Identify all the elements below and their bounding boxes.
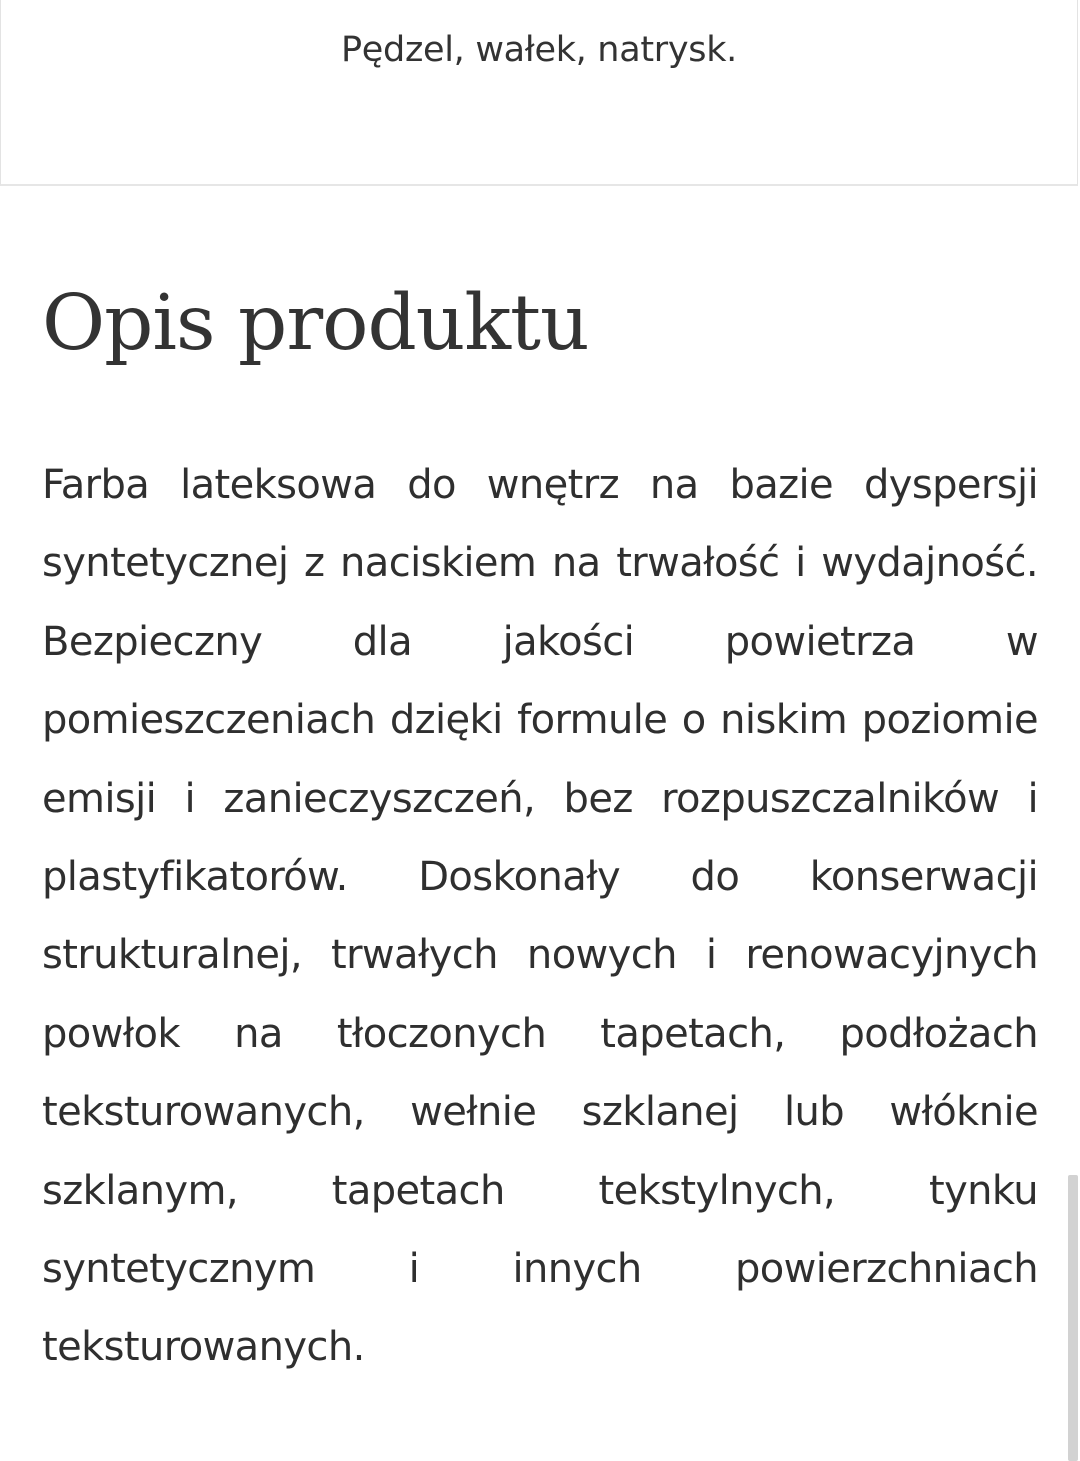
page-scrollbar[interactable]: [1068, 1175, 1078, 1461]
product-description-text: Farba lateksowa do wnętrz na bazie dyspersji syntetycznej z naciskiem na trwałość i wydajność. Bezpieczny dla jakości powietrza w pomieszczeniach dzięki formule o niskim poziomie emisji i zanieczyszczeń, bez rozpuszczalników i plastyfikatorów. Doskonały do konserwacji strukturalnej, trwałych nowych i renowacyjnych powłok na tłoczonych tapetach, podłożach teksturowanych, wełnie szklanej lub włóknie szklanym, tapetach tekstylnych, tynku syntetycznym i innych powierzchniach teksturowanych.: [42, 462, 1038, 1371]
application-methods-card: [0, 0, 1078, 186]
product-description-title: Opis produktu: [42, 279, 589, 368]
application-methods-text: Pędzel, wałek, natrysk.: [341, 30, 737, 70]
